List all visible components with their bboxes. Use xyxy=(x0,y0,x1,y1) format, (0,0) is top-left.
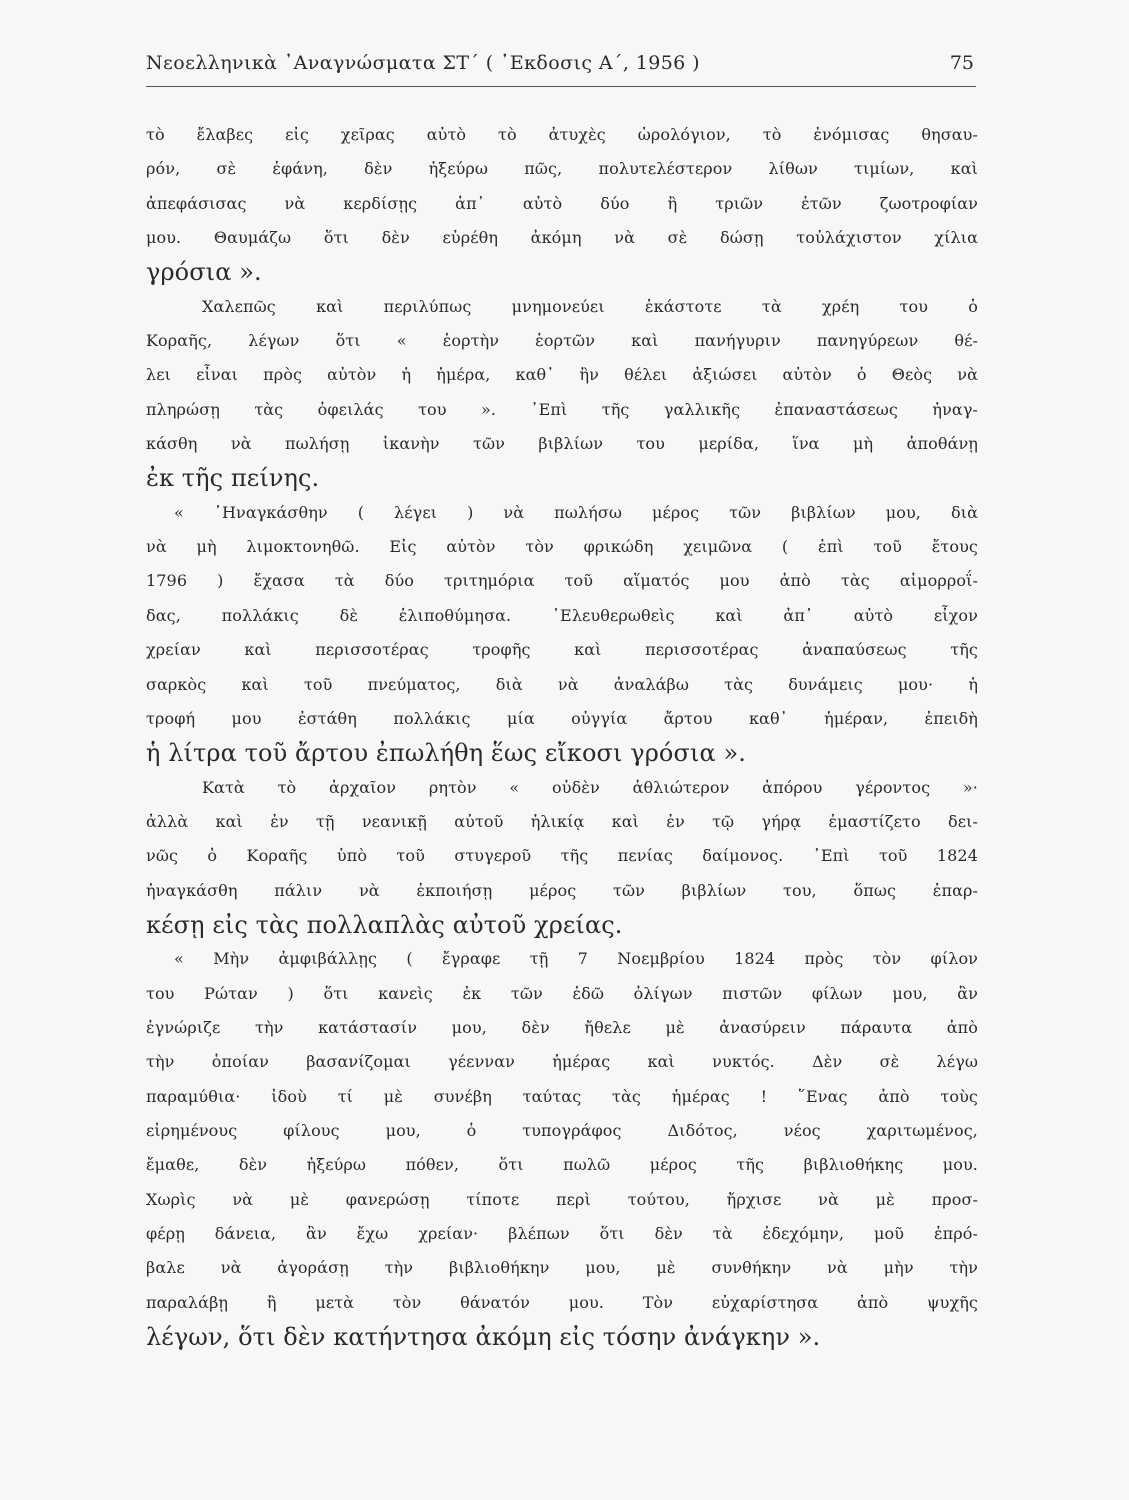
text-line: ἔμαθε, δὲν ἠξεύρω πόθεν, ὅτι πωλῶ μέρος τῆς βιβλιοθήκης μου. xyxy=(146,1155,978,1175)
body-text xyxy=(146,118,978,1354)
text-line: 1796 ) ἔχασα τὰ δύο τριτημόρια τοῦ αἵματός μου ἀπὸ τὰς αἱμορροΐ- xyxy=(146,571,978,591)
text-line: εἰρημένους φίλους μου, ὁ τυπογράφος Διδότος, νέος χαριτωμένος, xyxy=(146,1120,978,1140)
running-header xyxy=(146,52,976,87)
text-line: ἠναγκάσθη πάλιν νὰ ἐκποιήσῃ μέρος τῶν βιβλίων του, ὅπως ἐπαρ- xyxy=(146,880,978,900)
text-line: ρόν, σὲ ἐφάνη, δὲν ἠξεύρω πῶς, πολυτελέστερον λίθων τιμίων, καὶ xyxy=(146,159,978,179)
text-line: ἡ λίτρα τοῦ ἄρτου ἐπωλήθη ἕως εἴκοσι γρόσια ». xyxy=(146,739,747,768)
text-line: Χαλεπῶς καὶ περιλύπως μνημονεύει ἑκάστοτε τὰ χρέη του ὁ xyxy=(202,296,978,316)
text-line: παραλάβῃ ἢ μετὰ τὸν θάνατόν μου. Τὸν εὐχαρίστησα ἀπὸ ψυχῆς xyxy=(146,1292,978,1312)
text-line: φέρῃ δάνεια, ἂν ἔχω χρείαν· βλέπων ὅτι δὲν τὰ ἐδεχόμην, μοῦ ἐπρό- xyxy=(146,1224,978,1243)
text-line: μου. Θαυμάζω ὅτι δὲν εὑρέθη ἀκόμη νὰ σὲ δώσῃ τοὐλάχιστον χίλια xyxy=(146,228,978,248)
text-line: νὰ μὴ λιμοκτονηθῶ. Εἰς αὐτὸν τὸν φρικώδη χειμῶνα ( ἐπὶ τοῦ ἔτους xyxy=(146,537,978,557)
text-line: ἐκ τῆς πείνης. xyxy=(146,464,320,493)
text-line: Κατὰ τὸ ἀρχαῖον ρητὸν « οὐδὲν ἀθλιώτερον ἀπόρου γέροντος »· xyxy=(202,777,978,797)
text-line: ἐγνώριζε τὴν κατάστασίν μου, δὲν ἤθελε μὲ ἀνασύρειν πάραυτα ἀπὸ xyxy=(146,1017,978,1037)
text-line: τροφή μου ἐστάθη πολλάκις μία οὐγγία ἄρτου καθ᾿ ἡμέραν, ἐπειδὴ xyxy=(146,708,978,728)
text-line: λέγων, ὅτι δὲν κατήντησα ἀκόμη εἰς τόσην ἀνάγκην ». xyxy=(146,1323,821,1352)
text-line: δας, πολλάκις δὲ ἐλιποθύμησα. ᾿Ελευθερωθεὶς καὶ ἀπ᾿ αὐτὸ εἶχον xyxy=(146,605,978,625)
text-line: τὸ ἔλαβες εἰς χεῖρας αὐτὸ τὸ ἀτυχὲς ὡρολόγιον, τὸ ἐνόμισας θησαυ- xyxy=(146,125,978,144)
text-line: νῶς ὁ Κοραῆς ὑπὸ τοῦ στυγεροῦ τῆς πενίας δαίμονος. ᾿Επὶ τοῦ 1824 xyxy=(146,846,978,866)
text-line: « Μὴν ἀμφιβάλλῃς ( ἔγραφε τῇ 7 Νοεμβρίου 1824 πρὸς τὸν φίλον xyxy=(174,949,978,969)
text-line: Χωρὶς νὰ μὲ φανερώσῃ τίποτε περὶ τούτου, ἤρχισε νὰ μὲ προσ- xyxy=(146,1189,978,1209)
text-line: του Ρώταν ) ὅτι κανεὶς ἐκ τῶν ἐδῶ ὀλίγων πιστῶν φίλων μου, ἂν xyxy=(146,983,978,1003)
text-line: Κοραῆς, λέγων ὅτι « ἑορτὴν ἑορτῶν καὶ πανήγυριν πανηγύρεων θέ- xyxy=(146,331,978,351)
text-line: κάσθη νὰ πωλήσῃ ἱκανὴν τῶν βιβλίων του μερίδα, ἵνα μὴ ἀποθάνῃ xyxy=(146,434,978,454)
text-line: βαλε νὰ ἀγοράσῃ τὴν βιβλιοθήκην μου, μὲ συνθήκην νὰ μὴν τὴν xyxy=(146,1258,978,1278)
running-title: Νεοελληνικὰ ᾿Αναγνώσματα ΣΤ΄ ( ᾿Εκδοσις Α΄, 1956 ) xyxy=(146,52,700,74)
text-line: « ᾿Ηναγκάσθην ( λέγει ) νὰ πωλήσω μέρος τῶν βιβλίων μου, διὰ xyxy=(174,502,978,522)
text-line: ἀλλὰ καὶ ἐν τῇ νεανικῇ αὐτοῦ ἡλικίᾳ καὶ ἐν τῷ γήρᾳ ἐμαστίζετο δει- xyxy=(146,811,978,831)
page-number: 75 xyxy=(949,52,974,74)
text-line: κέσῃ εἰς τὰς πολλαπλὰς αὐτοῦ χρείας. xyxy=(146,910,623,939)
text-line: παραμύθια· ἰδοὺ τί μὲ συνέβη ταύτας τὰς ἡμέρας ! ῞Ενας ἀπὸ τοὺς xyxy=(146,1086,978,1106)
text-line: ἀπεφάσισας νὰ κερδίσῃς ἀπ᾿ αὐτὸ δύο ἢ τριῶν ἐτῶν ζωοτροφίαν xyxy=(146,193,978,213)
text-line: πληρώσῃ τὰς ὀφειλάς του ». ᾿Επὶ τῆς γαλλικῆς ἐπαναστάσεως ἠναγ- xyxy=(146,399,978,419)
text-line: σαρκὸς καὶ τοῦ πνεύματος, διὰ νὰ ἀναλάβω τὰς δυνάμεις μου· ἡ xyxy=(146,674,978,694)
text-line: λει εἶναι πρὸς αὐτὸν ἡ ἡμέρα, καθ᾿ ἣν θέλει ἀξιώσει αὐτὸν ὁ Θεὸς νὰ xyxy=(146,365,978,385)
text-line: γρόσια ». xyxy=(146,258,262,287)
text-line: τὴν ὁποίαν βασανίζομαι γέενναν ἡμέρας καὶ νυκτός. Δὲν σὲ λέγω xyxy=(146,1052,978,1072)
text-line: χρείαν καὶ περισσοτέρας τροφῆς καὶ περισσοτέρας ἀναπαύσεως τῆς xyxy=(146,640,978,660)
